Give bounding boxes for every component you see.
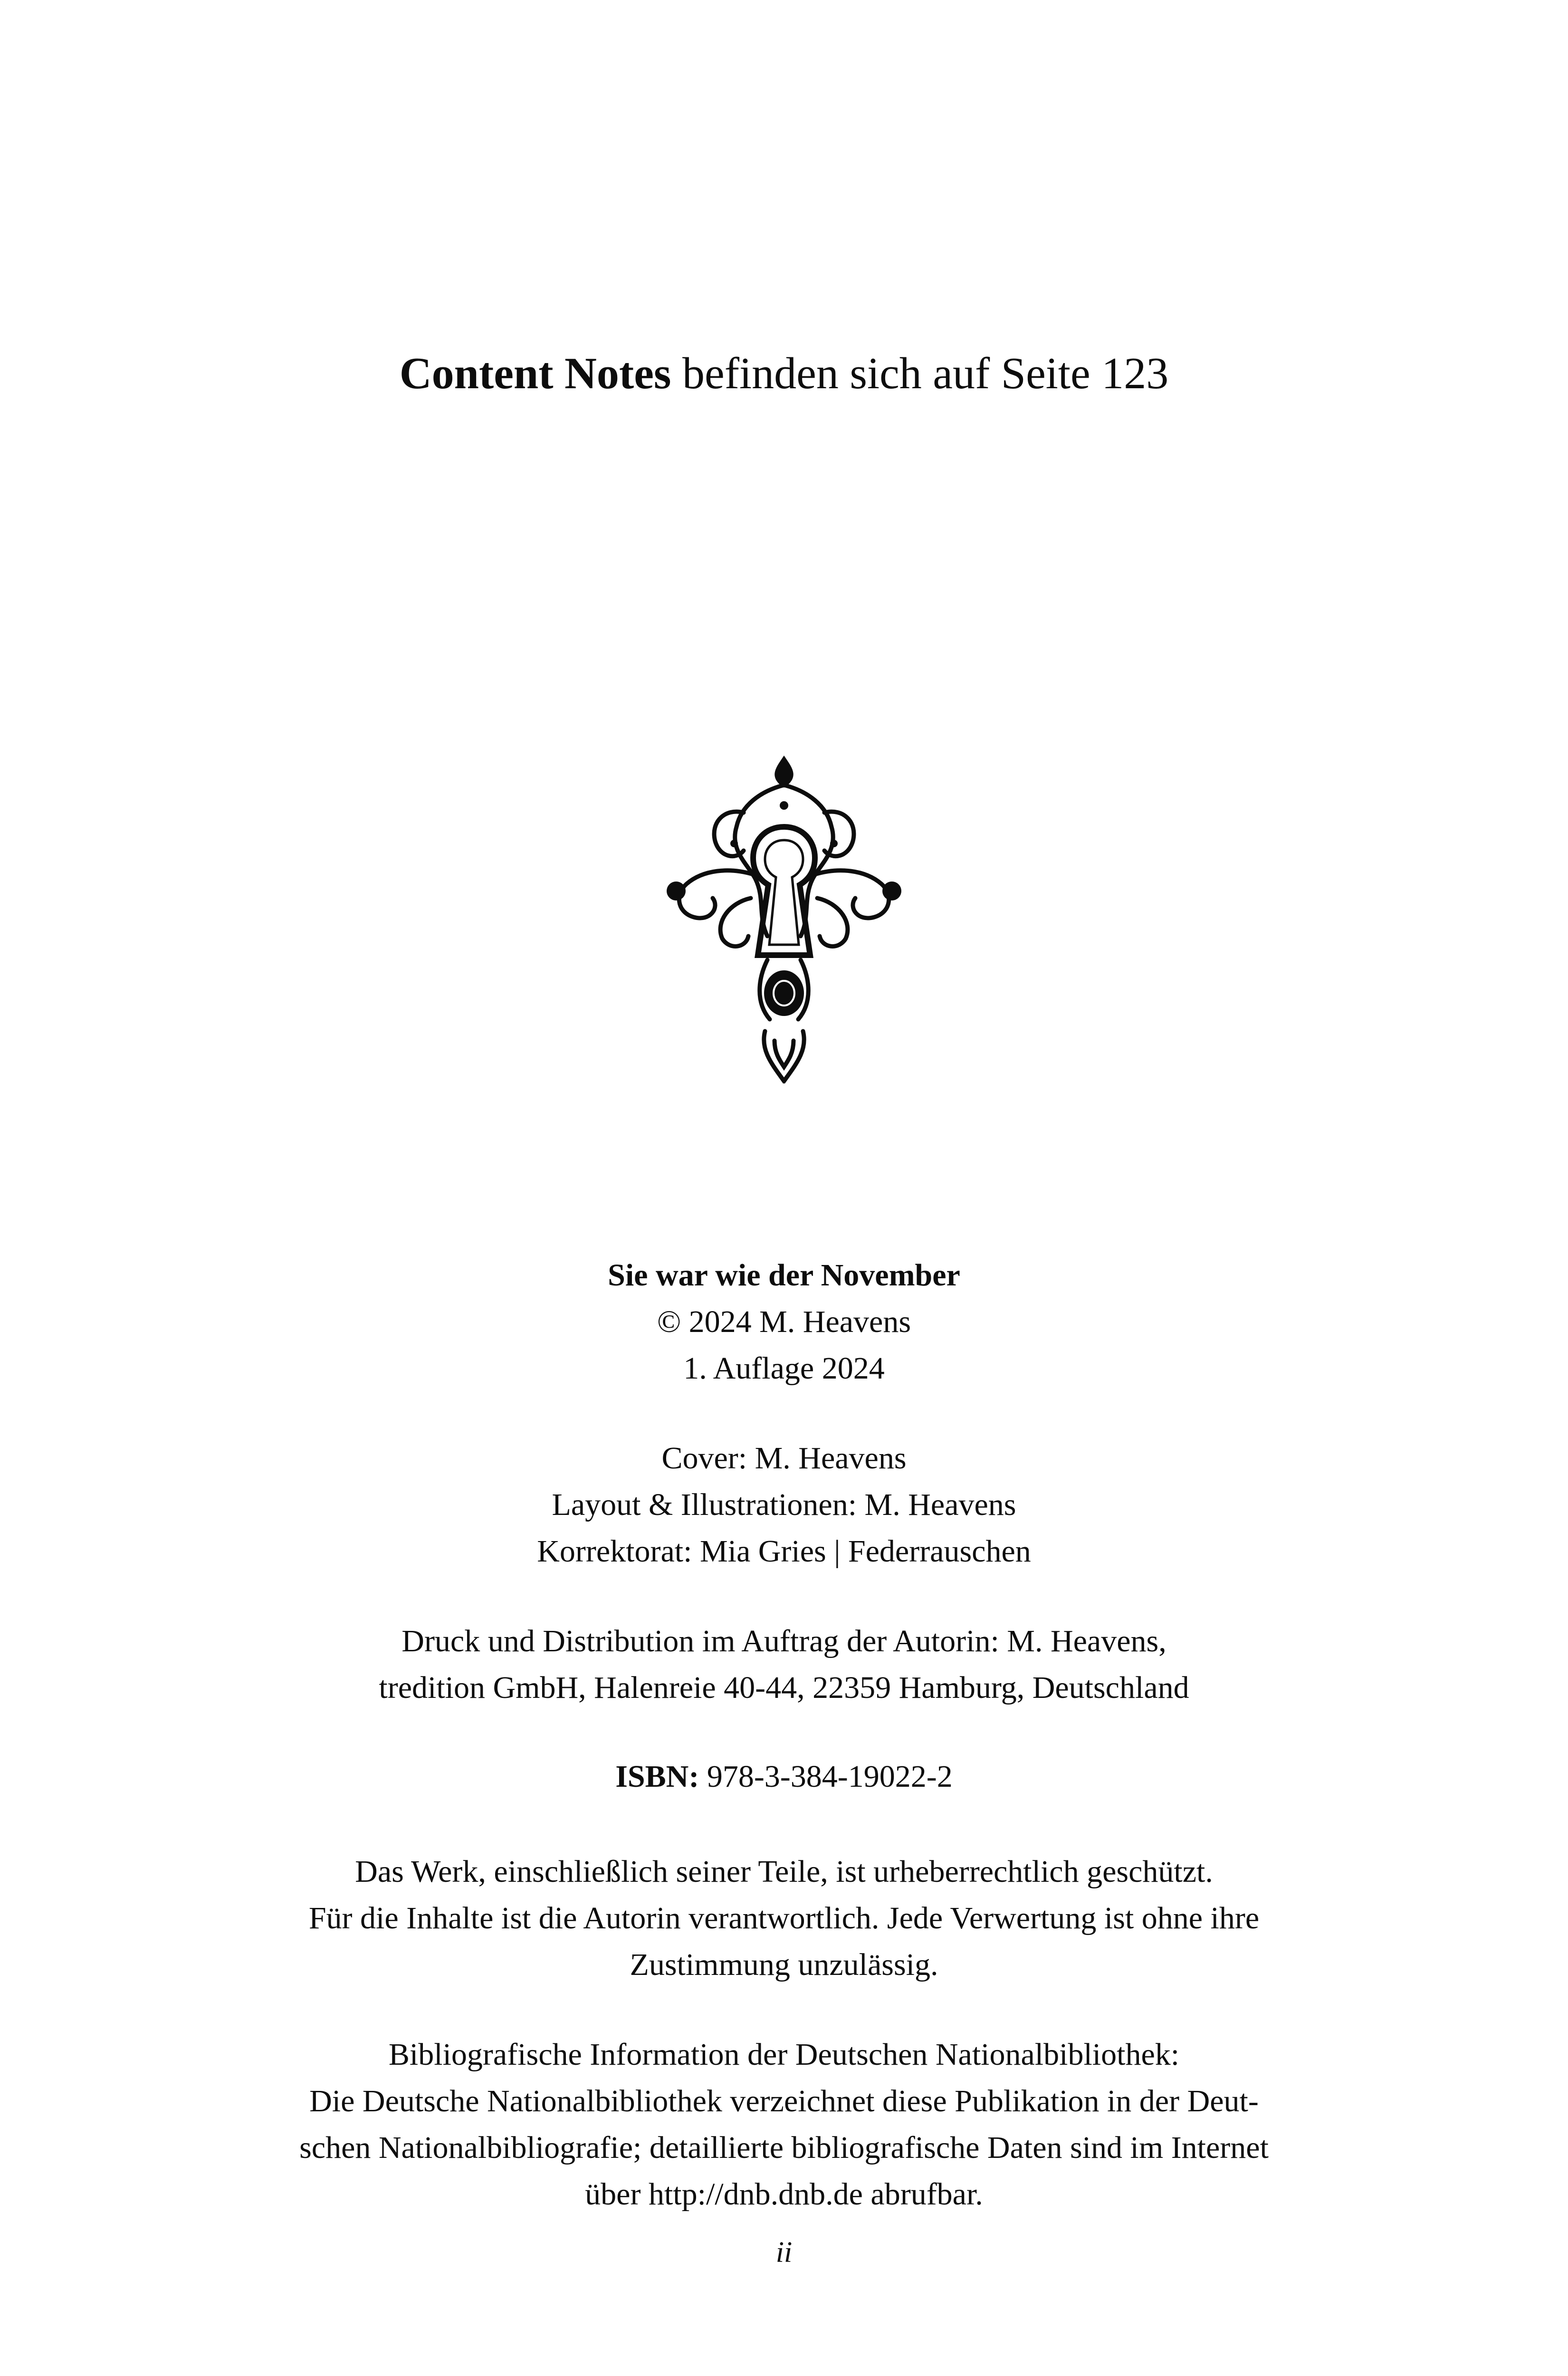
layout-credit: Layout & Illustrationen: M. Heavens <box>552 1487 1016 1522</box>
edition-info: 1. Auflage 2024 <box>683 1351 885 1386</box>
keyhole-ornament-icon <box>658 756 910 1083</box>
copyright-notice: © 2024 M. Heavens <box>657 1304 911 1339</box>
rights-line-1: Das Werk, einschließlich seiner Teile, ist urheberrechtlich geschützt. <box>355 1854 1213 1889</box>
credits <box>0 1435 1568 1575</box>
content-notes-text: befinden sich auf Seite 123 <box>671 349 1169 398</box>
biblio-line-3: schen Nationalbibliografie; detaillierte bibliografische Daten sind im Internet <box>299 2130 1269 2165</box>
print-line-2: tredition GmbH, Halenreie 40-44, 22359 Hamburg, Deutschland <box>379 1670 1189 1705</box>
rights-notice <box>0 1849 1568 1988</box>
print-line-1: Druck und Distribution im Auftrag der Autorin: M. Heavens, <box>402 1624 1166 1658</box>
biblio-line-2: Die Deutsche Nationalbibliothek verzeichnet diese Publikation in der Deut- <box>309 2084 1259 2118</box>
page-number: ii <box>775 2236 793 2269</box>
content-notes-label: Content Notes <box>399 349 671 398</box>
book-info <box>0 1252 1568 1392</box>
isbn-label: ISBN: <box>615 1759 699 1794</box>
content-notes-line <box>0 347 1568 401</box>
cover-credit: Cover: M. Heavens <box>661 1441 907 1475</box>
biblio-line-1: Bibliografische Information der Deutschen Nationalbibliothek: <box>388 2037 1180 2072</box>
proofreading-credit: Korrektorat: Mia Gries | Federrauschen <box>537 1534 1031 1569</box>
book-title: Sie war wie der November <box>608 1258 960 1293</box>
rights-line-3: Zustimmung unzulässig. <box>630 1947 938 1982</box>
biblio-line-4: über http://dnb.dnb.de abrufbar. <box>585 2177 983 2212</box>
print-distribution <box>0 1618 1568 1711</box>
isbn-value: 978-3-384-19022-2 <box>699 1759 953 1794</box>
isbn <box>0 1753 1568 1800</box>
rights-line-2: Für die Inhalte ist die Autorin verantwortlich. Jede Verwertung ist ohne ihre <box>308 1901 1260 1935</box>
bibliographic-info <box>0 2031 1568 2218</box>
